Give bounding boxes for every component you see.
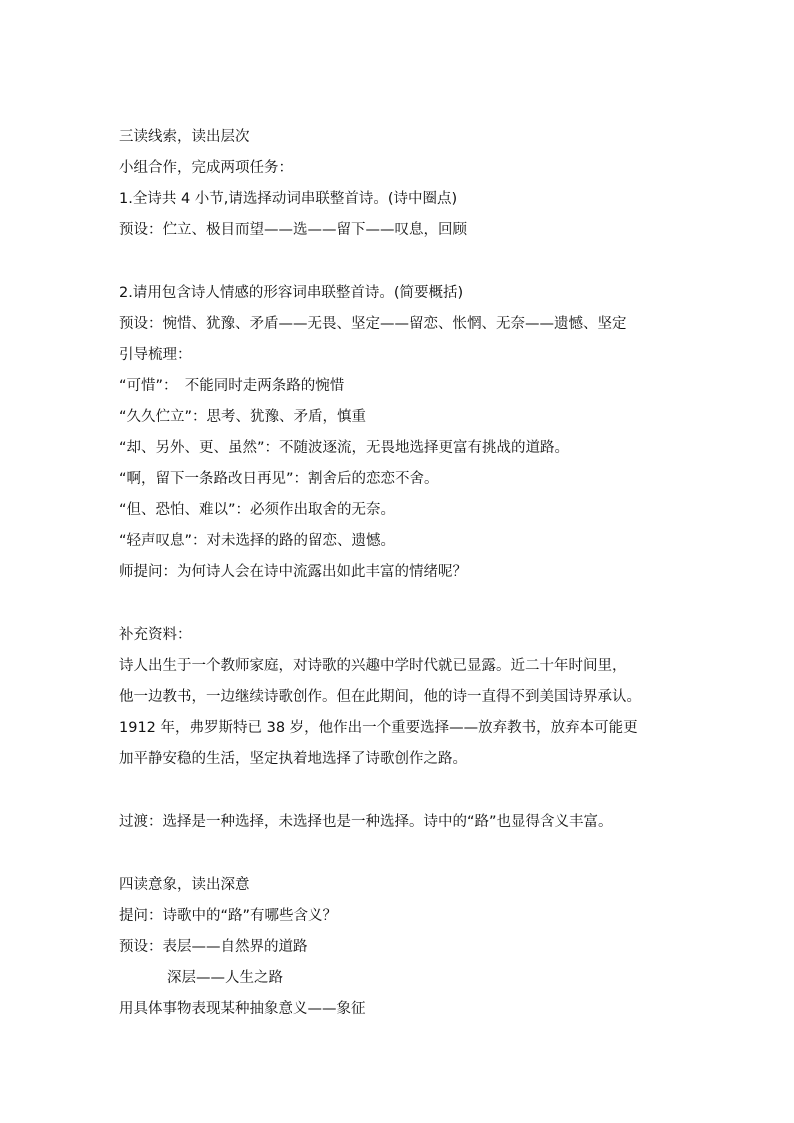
transition-text: 过渡：选择是一种选择，未选择也是一种选择。诗中的“路”也显得含义丰富。 [119,814,613,830]
preset-deep-meaning: 深层——人生之路 [167,970,283,986]
analysis-item: “却、另外、更、虽然”：不随波逐流，无畏地选择更富有挑战的道路。 [119,440,570,456]
supplementary-label: 补充资料： [119,627,192,643]
group-task-intro: 小组合作，完成两项任务： [119,160,293,176]
preset-surface-meaning: 预设：表层——自然界的道路 [119,939,308,955]
task-two: 2.请用包含诗人情感的形容词串联整首诗。(简要概括) [119,285,464,301]
analysis-item: “轻声叹息”：对未选择的路的留恋、遗憾。 [119,533,396,549]
section-heading-three: 三读线索，读出层次 [119,129,250,145]
supplementary-text: 诗人出生于一个教师家庭，对诗歌的兴趣中学时代就已显露。近二十年时间里， [119,658,627,674]
task-one-preset: 预设：伫立、极目而望——选——留下——叹息，回顾 [119,222,467,238]
task-one: 1.全诗共 4 小节,请选择动词串联整首诗。(诗中圈点) [119,191,458,207]
teacher-question: 师提问：为何诗人会在诗中流露出如此丰富的情绪呢？ [119,564,467,580]
section-heading-four: 四读意象，读出深意 [119,877,250,893]
analysis-item: “但、恐怕、难以”：必须作出取舍的无奈。 [119,502,396,518]
supplementary-text: 他一边教书，一边继续诗歌创作。但在此期间，他的诗一直得不到美国诗界承认。 [119,689,641,705]
symbolism-definition: 用具体事物表现某种抽象意义——象征 [119,1001,366,1017]
task-two-preset: 预设：惋惜、犹豫、矛盾——无畏、坚定——留恋、怅惘、无奈——遗憾、坚定 [119,316,627,332]
analysis-item: “可惜”： 不能同时走两条路的惋惜 [119,378,345,394]
supplementary-text: 加平静安稳的生活，坚定执着地选择了诗歌创作之路。 [119,751,467,767]
question-road-meaning: 提问：诗歌中的“路”有哪些含义？ [119,908,338,924]
supplementary-text: 1912 年，弗罗斯特已 38 岁，他作出一个重要选择——放弃教书，放弃本可能更 [119,720,638,736]
guided-analysis-label: 引导梳理： [119,347,192,363]
analysis-item: “啊，留下一条路改日再见”：割舍后的恋恋不舍。 [119,471,439,487]
analysis-item: “久久伫立”：思考、犹豫、矛盾，慎重 [119,409,367,425]
